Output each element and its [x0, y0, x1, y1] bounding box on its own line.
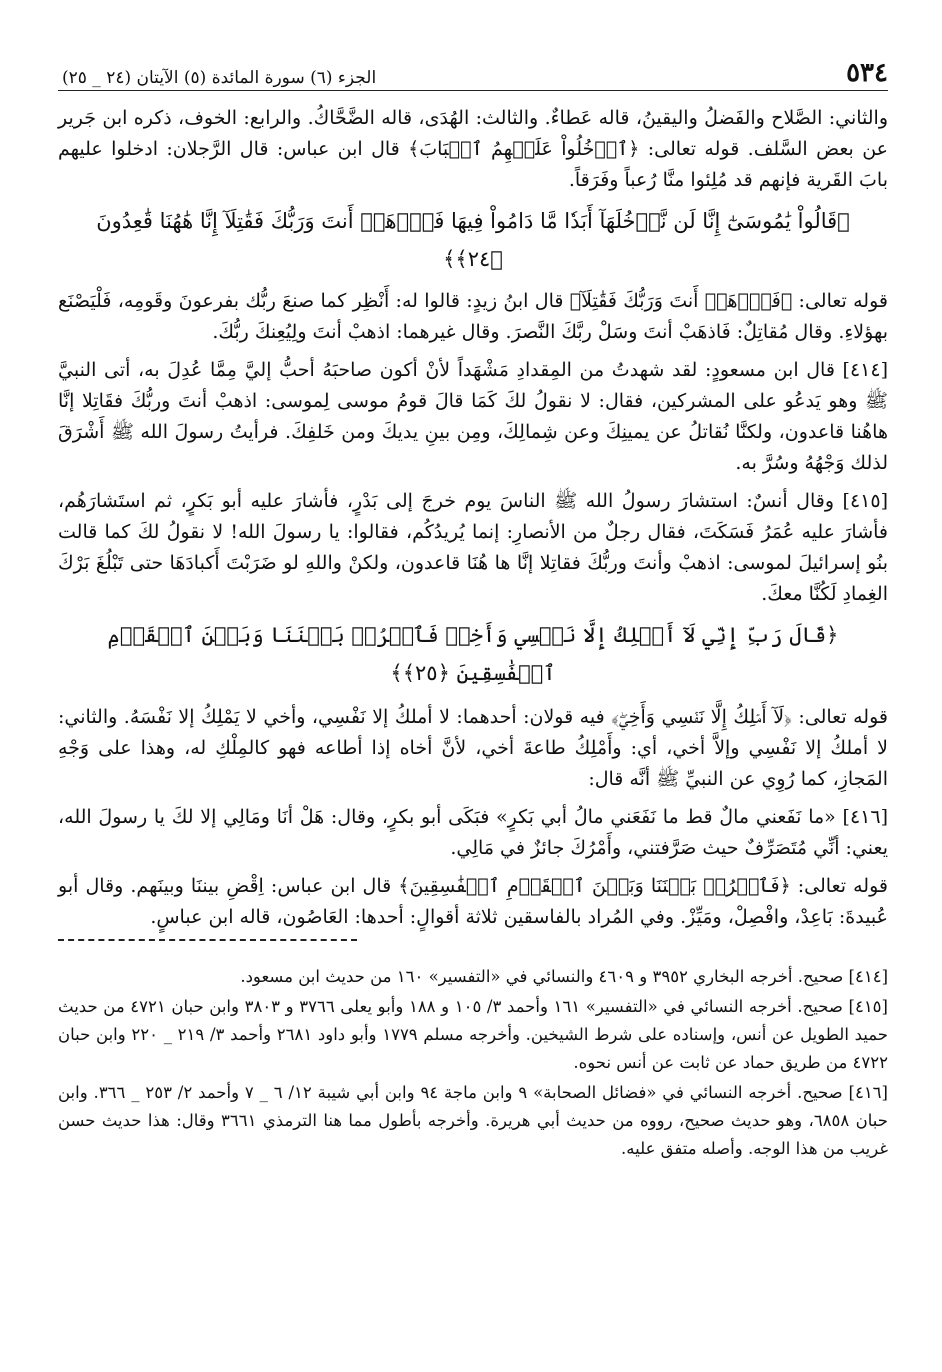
- body-text: [58, 103, 888, 933]
- footnote-separator: [58, 939, 888, 947]
- hadith-paragraph: [٤١٤] قال ابن مسعودٍ: لقد شهدتُ من المِقدادِ مَشْهَداً لأنْ أكون صاحبَهُ أحبُّ إليَّ مِمَّا عُدِلَ به، أتى النبيَّ ﷺ وهو يَدعُو على المشركين، فقال: لا نقولُ لكَ كَمَا قالَ قومُ موسى لِموسى: اذهبْ أنتَ وربُّكَ فقَاتِلا إنَّا هاهُنا قاعدون، ولكنَّا نُقاتلُ عن يمينِكَ وعن شِمالِكَ، ومِن بينِ يديكَ ومن خَلفِكَ. فرأيتُ رسولَ الله ﷺ أَشْرَقَ لذلك وَجْهُهُ وسُرَّ به.: [58, 359, 888, 474]
- page-number: ٥٣٤: [846, 58, 888, 88]
- page-header: [58, 48, 888, 91]
- hadith-paragraph: [٤١٥] وقال أنسٌ: استشارَ رسولُ الله ﷺ الناسَ يوم خرجَ إلى بَدْرٍ، فأشارَ عليه أبو بَكرٍ، ثم استَشارَهُم، فأشارَ عليه عُمَرُ فَسَكَتَ، فقال رجلٌ من الأنصارِ: إنما يُريدُكُم، فقالوا: يا رسولَ الله! لا نقولُ لكَ كما قالت بنُو إسرائيلَ لموسى: اذهبْ وأنتَ وربُّكَ فقاتِلا إنَّا ها هُنَا قاعدون، ولكنْ واللهِ لو ضَرَبْتَ أَكبادَهَا حتى تَبْلُغَ بَرْكَ الغِمادِ لَكُنَّا معكَ.: [58, 490, 888, 605]
- footnotes: [58, 963, 888, 1163]
- footnote: [٤١٥] صحيح. أخرجه النسائي في «التفسير» ١٦١ وأحمد ٣/ ١٠٥ و ١٨٨ وأبو يعلى ٣٧٦٦ و ٣٨٠٣ وابن حبان ٤٧٢١ من حديث حميد الطويل عن أنس، وإسناده على شرط الشيخين. وأخرجه مسلم ١٧٧٩ وأبو داود ٢٦٨١ وأحمد ٣/ ٢١٩ _ ٢٢٠ وابن حبان ٤٧٢٢ من طريق حماد عن ثابت عن أنس نحوه.: [58, 997, 888, 1072]
- paragraph: والثاني: الصَّلاح والفَضلُ واليقينُ، قاله عَطاءٌ. والثالث: الهُدَى، قاله الضَّحَّاكُ. والرابع: الخوف، ذكره ابن جَرير عن بعض السَّلف. قوله تعالى: ﴿ٱدۡخُلُواْ عَلَيۡهِمُ ٱلۡبَابَ﴾ قال ابن عباس: قال الرَّجلان: ادخلوا عليهم بابَ القَرية فإنهم قد مُلِئوا منَّا رُعباً وفَرَقاً.: [58, 107, 888, 191]
- footnote: [٤١٤] صحيح. أخرجه البخاري ٣٩٥٢ و ٤٦٠٩ والنسائي في «التفسير» ١٦٠ من حديث ابن مسعود.: [240, 967, 888, 986]
- footnote: [٤١٦] صحيح. أخرجه النسائي في «فضائل الصحابة» ٩ وابن ماجة ٩٤ وابن أبي شيبة ١٢/ ٦ _ ٧ وأحمد ٢/ ٢٥٣ _ ٣٦٦. وابن حبان ٦٨٥٨، وهو حديث صحيح، رووه من حديث أبي هريرة. وأخرجه بأطول مما هنا الترمذي ٣٦٦١ وقال: هذا حديث حسن غريب من هذا الوجه. وأصله متفق عليه.: [58, 1083, 888, 1158]
- quran-verse: ﴿قَالَ رَبِّ إِنِّي لَآ أَمۡلِكُ إِلَّا نَفۡسِي وَأَخِيۖ فَٱفۡرُقۡ بَيۡنَنَا وَبَيۡنَ ٱلۡقَوۡمِ ٱلۡفَٰسِقِينَ ﴿٢٥﴾﴾: [107, 623, 839, 685]
- paragraph: قوله تعالى: ﴿لَآ أَمۡلِكُ إِلَّا نَفۡسِي وَأَخِيۖ﴾ فيه قولان: أحدهما: لا أملكُ إلا نَفْسِي، وأخي لا يَمْلِكُ إلا نَفْسَهُ. والثاني: لا أملكُ إلا نَفْسِي وإلاَّ أخي، أي: وأَمْلِكُ طاعةَ أخي، لأنَّ أخاه إذا أطاعه فهو كالمِلْكِ له، وهذا على وَجْهِ المَجازِ، كما رُوِي عن النبيِّ ﷺ أنَّه قال:: [58, 706, 888, 790]
- hadith-paragraph: [٤١٦] «ما نَفَعني مالٌ قط ما نَفَعَني مالُ أبي بَكرٍ» فبَكَى أبو بكرٍ، وقال: هَلْ أنَا ومَالِي إلا لكَ يا رسولَ الله، يعني: أنِّي مُتَصَرِّفٌ حيث صَرَّفتني، وأَمْرُكَ جائزٌ في مَالِي.: [58, 806, 888, 859]
- running-title: الجزء (٦) سورة المائدة (٥) الآيتان (٢٤ _ ٢٥): [62, 68, 377, 88]
- paragraph: قوله تعالى: ﴿فَٱذۡهَبۡ أَنتَ وَرَبُّكَ فَقَٰتِلَآ﴾ قال ابنُ زيدٍ: قالوا له: أَنْظِر كما صنعَ ربُّك بفرعونَ وقَومِه، فَلْيَصْنَع بهؤلاءِ. وقال مُقاتِلٌ: فَاذهَبْ أنتَ وسَلْ ربَّكَ النَّصرَ. وقال غيرهما: اذهبْ أنتَ ولِيُعِنكَ ربُّكَ.: [58, 290, 888, 343]
- paragraph: قوله تعالى: ﴿فَٱفۡرُقۡ بَيۡنَنَا وَبَيۡنَ ٱلۡقَوۡمِ ٱلۡفَٰسِقِينَ﴾ قال ابن عباس: اِقْضِ بيننَا وبينَهم. وقال أبو عُبيدةَ: بَاعِدْ، وافْصِلْ، ومَيِّزْ. وفي المُراد بالفاسقين ثلاثة أقوالٍ: أحدها: العَاصُون، قاله ابن عباسٍ.: [58, 875, 888, 928]
- quran-verse: ﴿قَالُواْ يَٰمُوسَىٰٓ إِنَّا لَن نَّدۡخُلَهَآ أَبَدٗا مَّا دَامُواْ فِيهَا فَٱذۡهَبۡ أَنتَ وَرَبُّكَ فَقَٰتِلَآ إِنَّا هَٰهُنَا قَٰعِدُونَ ﴿٢٤﴾﴾: [96, 209, 850, 271]
- book-page: [58, 48, 888, 1348]
